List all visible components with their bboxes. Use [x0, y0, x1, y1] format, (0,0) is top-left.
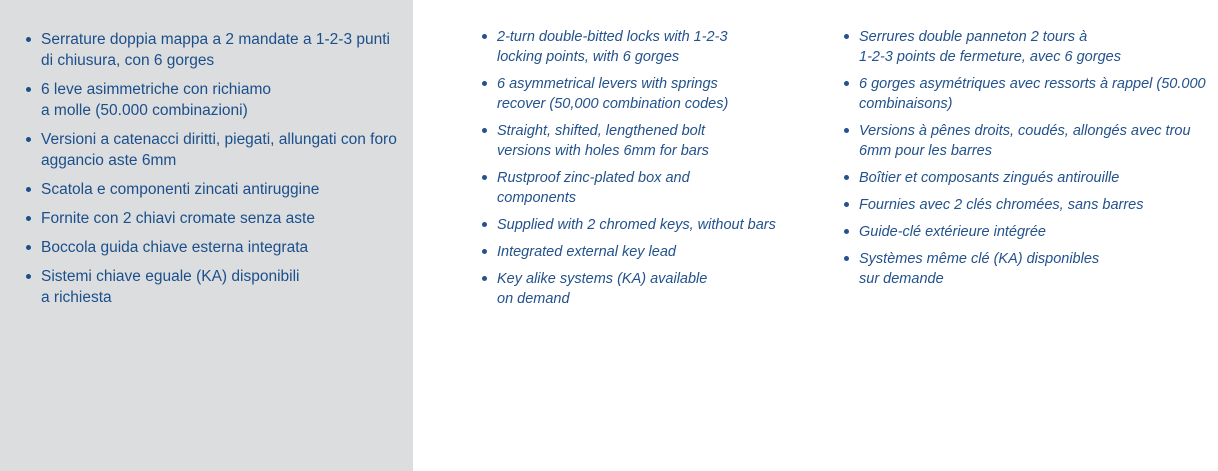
- list-item: [842, 168, 1202, 188]
- list-item-line: components: [497, 190, 576, 206]
- list-item-line: 6 gorges asymétriques avec ressorts à rappel (50.000: [859, 76, 1206, 92]
- list-item-line: Fournies avec 2 clés chromées, sans barres: [859, 197, 1144, 213]
- list-item-line: Guide-clé extérieure intégrée: [859, 224, 1046, 240]
- list-item-line: 6 asymmetrical levers with springs: [497, 76, 718, 92]
- list-item: [842, 27, 1202, 67]
- list-item-line: Fornite con 2 chiavi cromate senza aste: [41, 210, 315, 227]
- french-spec-list: [842, 0, 1206, 289]
- list-item-line: locking points, with 6 gorges: [497, 49, 680, 65]
- list-item-line: Versioni a catenacci diritti, piegati, allungati con foro: [41, 131, 397, 148]
- list-item: [24, 179, 394, 200]
- list-item: [24, 129, 397, 171]
- list-item: [842, 222, 1202, 242]
- list-item-line: Boîtier et composants zingués antirouille: [859, 170, 1120, 186]
- list-item: [842, 249, 1202, 289]
- list-item: [24, 29, 394, 71]
- list-item-line: a molle (50.000 combinazioni): [41, 102, 248, 119]
- list-item-line: Integrated external key lead: [497, 244, 676, 260]
- list-item-line: aggancio aste 6mm: [41, 152, 177, 169]
- list-item-line: Rustproof zinc-plated box and: [497, 170, 690, 186]
- english-column: [480, 0, 810, 316]
- list-item-line: di chiusura, con 6 gorges: [41, 52, 215, 69]
- list-item-line: Straight, shifted, lengthened bolt: [497, 123, 705, 139]
- list-item-line: Versions à pênes droits, coudés, allongés avec trou: [859, 123, 1191, 139]
- list-item-line: Key alike systems (KA) available: [497, 271, 708, 287]
- list-item: [842, 121, 1202, 161]
- list-item-line: 2-turn double-bitted locks with 1-2-3: [497, 29, 728, 45]
- list-item: [24, 79, 394, 121]
- list-item-line: Scatola e componenti zincati antiruggine: [41, 181, 320, 198]
- list-item-line: a richiesta: [41, 289, 112, 306]
- list-item: [480, 27, 810, 67]
- list-item: [480, 269, 810, 309]
- list-item-line: 6 leve asimmetriche con richiamo: [41, 81, 272, 98]
- list-item-line: Serrures double panneton 2 tours à: [859, 29, 1088, 45]
- list-item: [24, 266, 394, 308]
- list-item-line: Serrature doppia mappa a 2 mandate a 1-2-3 punti: [41, 31, 390, 48]
- italian-column: [24, 0, 397, 316]
- list-item-line: 6mm pour les barres: [859, 143, 992, 159]
- list-item: [480, 242, 810, 262]
- list-item-line: Systèmes même clé (KA) disponibles: [859, 251, 1100, 267]
- list-item: [480, 121, 810, 161]
- list-item: [24, 237, 394, 258]
- list-item-line: Boccola guida chiave esterna integrata: [41, 239, 309, 256]
- list-item-line: Supplied with 2 chromed keys, without bars: [497, 217, 776, 233]
- list-item-line: Sistemi chiave eguale (KA) disponibili: [41, 268, 300, 285]
- italian-spec-list: [24, 0, 397, 308]
- list-item-line: combinaisons): [859, 96, 953, 112]
- list-item: [480, 215, 810, 235]
- list-item: [842, 195, 1202, 215]
- list-item-line: recover (50,000 combination codes): [497, 96, 729, 112]
- list-item: [842, 74, 1206, 114]
- list-item: [480, 168, 810, 208]
- english-spec-list: [480, 0, 810, 309]
- list-item: [480, 74, 810, 114]
- list-item-line: on demand: [497, 291, 570, 307]
- list-item-line: 1-2-3 points de fermeture, avec 6 gorges: [859, 49, 1121, 65]
- french-column: [842, 0, 1206, 296]
- list-item-line: sur demande: [859, 271, 944, 287]
- list-item-line: versions with holes 6mm for bars: [497, 143, 709, 159]
- list-item: [24, 208, 394, 229]
